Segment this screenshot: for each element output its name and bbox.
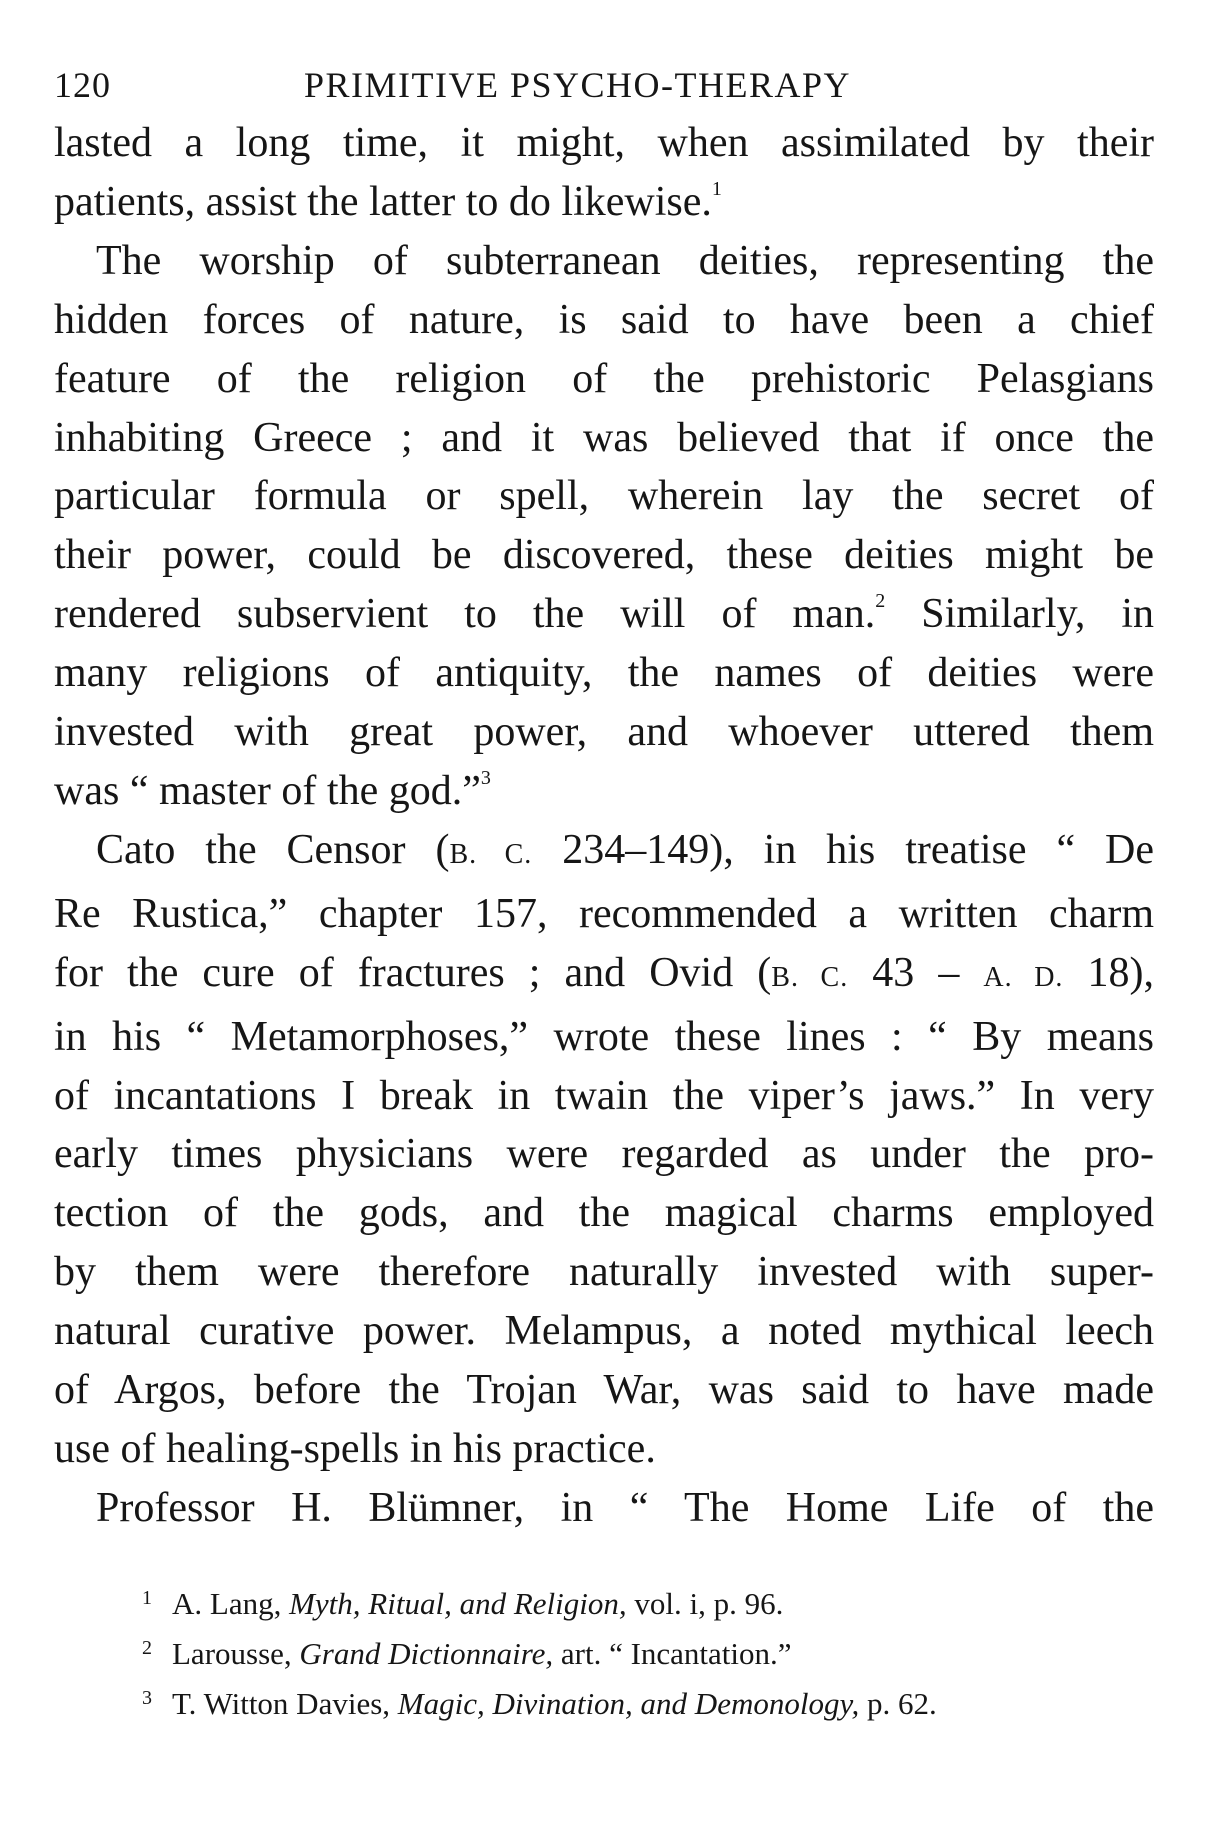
paragraph-1 xyxy=(54,114,1154,232)
era-abbreviation: B. C. xyxy=(449,838,533,870)
text-span: Cato the Censor ( xyxy=(96,826,450,873)
footnote-ref-2: 2 xyxy=(875,590,886,613)
footnote-detail: art. “ Incantation.” xyxy=(553,1635,792,1671)
text-span: for the cure of fractures ; and Ovid ( xyxy=(54,949,772,996)
text-line: their power, could be discovered, these deities might be xyxy=(54,532,1154,579)
text-line: use of healing-spells in his practice. xyxy=(54,1425,656,1472)
era-abbreviation: A. D. xyxy=(983,961,1064,993)
text-line xyxy=(54,762,1154,821)
page-number: 120 xyxy=(54,65,111,105)
footnote-work: Myth, Ritual, and Religion, xyxy=(289,1585,627,1621)
running-title: PRIMITIVE PSYCHO-THERAPY xyxy=(304,65,852,105)
text-line: particular formula or spell, wherein lay the secret of xyxy=(54,473,1154,520)
text-line: tection of the gods, and the magical charms employed xyxy=(54,1190,1154,1237)
footnote-detail: vol. i, p. 96. xyxy=(626,1585,784,1621)
paragraph-3 xyxy=(54,821,1154,1479)
text-line: hidden forces of nature, is said to have been a chief xyxy=(54,296,1154,343)
footnote-2 xyxy=(142,1626,1154,1676)
text-line: in his “ Metamorphoses,” wrote these lines : “ By means xyxy=(54,1013,1154,1060)
footnote-work: Magic, Divination, and Demonology, xyxy=(397,1685,860,1721)
footnote-number: 1 xyxy=(142,1586,152,1609)
footnotes xyxy=(54,1576,1154,1726)
text-line xyxy=(54,585,1154,644)
footnote-3 xyxy=(142,1676,1154,1726)
text-line: by them were therefore naturally invested with super- xyxy=(54,1249,1154,1296)
footnote-author: Larousse, xyxy=(172,1635,300,1671)
text-span: 234–149), in his treatise “ De xyxy=(532,826,1154,873)
text-line: many religions of antiquity, the names of deities were xyxy=(54,650,1154,697)
text-line: lasted a long time, it might, when assimilated by their xyxy=(54,120,1154,166)
footnote-number: 2 xyxy=(142,1636,152,1659)
text-span: rendered subservient to the will of man. xyxy=(54,591,876,638)
text-line xyxy=(54,944,1154,1008)
footnote-ref-1: 1 xyxy=(711,177,722,200)
era-abbreviation: B. C. xyxy=(771,961,849,993)
text-line: early times physicians were regarded as under the pro- xyxy=(54,1131,1154,1178)
text-line: of Argos, before the Trojan War, was said to have made xyxy=(54,1367,1154,1414)
footnote-detail: p. 62. xyxy=(859,1685,937,1721)
text-line: invested with great power, and whoever uttered them xyxy=(54,709,1154,756)
footnote-author: A. Lang, xyxy=(172,1585,290,1621)
text-span: patients, assist the latter to do likewise. xyxy=(54,178,712,225)
footnote-ref-3: 3 xyxy=(480,766,491,789)
text-span: 43 – xyxy=(848,949,984,996)
text-span: 18), xyxy=(1063,949,1154,996)
text-line: of incantations I break in twain the viper’s jaws.” In very xyxy=(54,1072,1154,1119)
text-span: Similarly, in xyxy=(885,591,1154,638)
footnote-1 xyxy=(142,1576,1154,1626)
running-head xyxy=(54,56,1154,114)
footnote-number: 3 xyxy=(142,1686,152,1709)
text-line xyxy=(54,173,1154,232)
text-line: inhabiting Greece ; and it was believed that if once the xyxy=(54,414,1154,461)
footnote-work: Grand Dictionnaire, xyxy=(299,1635,554,1671)
book-page xyxy=(54,56,1154,1726)
text-span: was “ master of the god.” xyxy=(54,767,481,814)
text-line: The worship of subterranean deities, representing the xyxy=(96,237,1154,284)
paragraph-4 xyxy=(54,1479,1154,1538)
text-line: feature of the religion of the prehistoric Pelasgians xyxy=(54,355,1154,402)
text-line: Professor H. Blümner, in “ The Home Life of the xyxy=(96,1484,1154,1531)
paragraph-2 xyxy=(54,232,1154,821)
footnote-author: T. Witton Davies, xyxy=(172,1685,398,1721)
text-line xyxy=(54,821,1154,885)
text-line: natural curative power. Melampus, a noted mythical leech xyxy=(54,1308,1154,1355)
text-line: Re Rustica,” chapter 157, recommended a written charm xyxy=(54,890,1154,937)
body-text xyxy=(54,114,1154,1538)
